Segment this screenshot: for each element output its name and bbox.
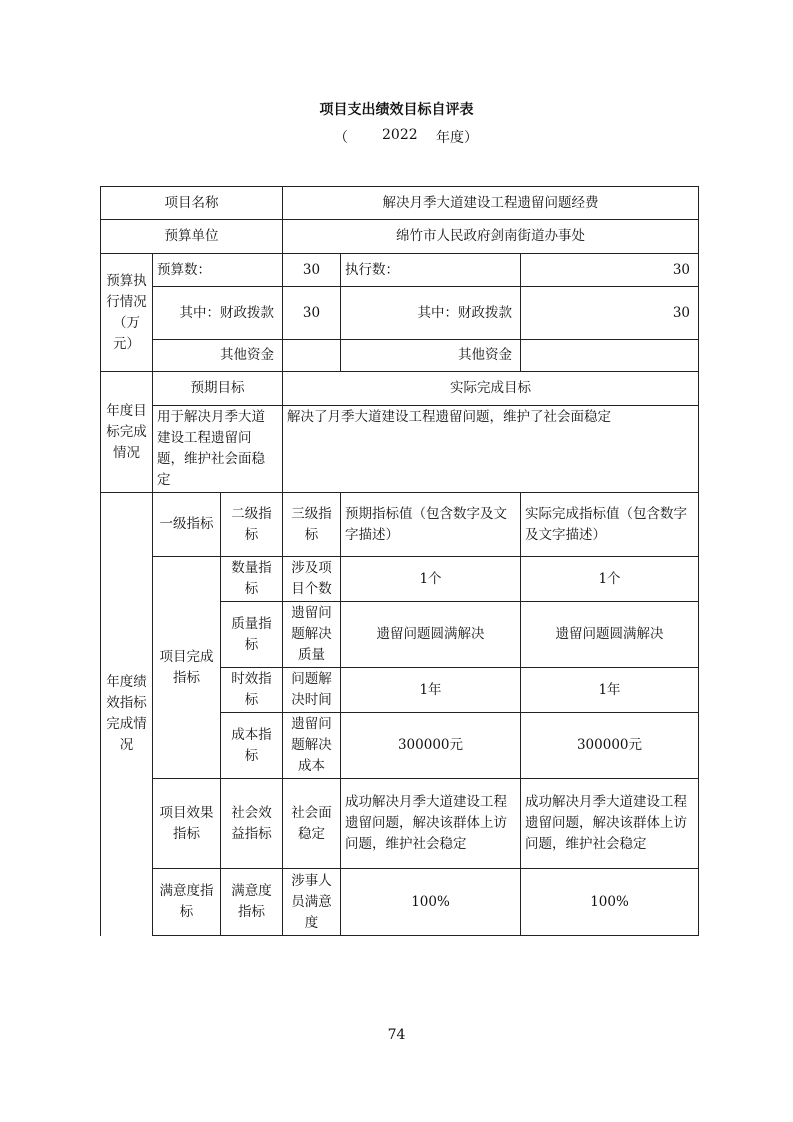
budget-amount-label: 预算数： [153, 254, 283, 287]
fiscal-allocation-label: 其中：财政拨款 [153, 287, 283, 340]
completion-indicator-group: 项目完成指标 [153, 557, 221, 779]
table-row [101, 869, 699, 936]
budget-unit-label: 预算单位 [101, 220, 283, 254]
year-value: 2022 [382, 127, 418, 143]
level2-cell: 时效指标 [221, 668, 283, 713]
expected-value-cell: 遗留问题圆满解决 [341, 602, 521, 668]
goal-header-row [101, 372, 699, 406]
expected-value-cell: 300000元 [341, 713, 521, 779]
year-unit: 年度） [436, 130, 478, 146]
level3-cell: 遗留问题解决成本 [283, 713, 341, 779]
other-funds-exec [521, 340, 699, 372]
expected-value-cell: 100% [341, 869, 521, 936]
table-row [101, 557, 699, 602]
actual-goal-text: 解决了月季大道建设工程遗留问题，维护了社会面稳定 [283, 406, 699, 493]
year-open-paren: （ [334, 130, 348, 146]
budget-amount-value: 30 [283, 254, 341, 287]
fiscal-allocation-label-exec: 其中：财政拨款 [341, 287, 521, 340]
fiscal-row [101, 287, 699, 340]
level1-header: 一级指标 [153, 493, 221, 557]
executed-amount-value: 30 [521, 254, 699, 287]
project-name-value: 解决月季大道建设工程遗留问题经费 [283, 187, 699, 220]
other-funds-budget [283, 340, 341, 372]
expected-value-cell: 1个 [341, 557, 521, 602]
budget-unit-value: 绵竹市人民政府剑南街道办事处 [283, 220, 699, 254]
actual-value-cell: 1个 [521, 557, 699, 602]
level3-cell: 问题解决时间 [283, 668, 341, 713]
level3-cell: 社会面稳定 [283, 779, 341, 869]
table-row [101, 779, 699, 869]
project-name-label: 项目名称 [101, 187, 283, 220]
budget-row [101, 254, 699, 287]
fiscal-allocation-exec: 30 [521, 287, 699, 340]
page-number: 74 [387, 1027, 406, 1043]
level3-cell: 涉事人员满意度 [283, 869, 341, 936]
annual-goal-label: 年度目标完成情况 [101, 372, 153, 493]
actual-value-cell: 100% [521, 869, 699, 936]
other-funds-label: 其他资金 [153, 340, 283, 372]
level2-cell: 满意度指标 [221, 869, 283, 936]
actual-value-cell: 300000元 [521, 713, 699, 779]
goal-content-row [101, 406, 699, 493]
level3-cell: 遗留问题解决质量 [283, 602, 341, 668]
performance-indicator-label: 年度绩效指标完成情况 [101, 493, 153, 936]
other-funds-label-exec: 其他资金 [341, 340, 521, 372]
actual-value-cell: 遗留问题圆满解决 [521, 602, 699, 668]
level2-cell: 社会效益指标 [221, 779, 283, 869]
self-evaluation-table [100, 186, 699, 936]
actual-value-cell: 1年 [521, 668, 699, 713]
effect-indicator-group: 项目效果指标 [153, 779, 221, 869]
level2-header: 二级指标 [221, 493, 283, 557]
budget-execution-label: 预算执行情况（万元） [101, 254, 153, 372]
executed-amount-label: 执行数： [341, 254, 521, 287]
actual-value-header: 实际完成指标值（包含数字及文字描述） [521, 493, 699, 557]
level3-header: 三级指标 [283, 493, 341, 557]
expected-value-cell: 1年 [341, 668, 521, 713]
level2-cell: 质量指标 [221, 602, 283, 668]
actual-goal-header: 实际完成目标 [283, 372, 699, 406]
level2-cell: 数量指标 [221, 557, 283, 602]
level3-cell: 涉及项目个数 [283, 557, 341, 602]
expected-value-cell: 成功解决月季大道建设工程遗留问题，解决该群体上访问题，维护社会稳定 [341, 779, 521, 869]
expected-value-header: 预期指标值（包含数字及文字描述） [341, 493, 521, 557]
level2-cell: 成本指标 [221, 713, 283, 779]
expected-goal-text: 用于解决月季大道建设工程遗留问题，维护社会面稳定 [153, 406, 283, 493]
expected-goal-header: 预期目标 [153, 372, 283, 406]
satisfaction-indicator-group: 满意度指标 [153, 869, 221, 936]
actual-value-cell: 成功解决月季大道建设工程遗留问题，解决该群体上访问题，维护社会稳定 [521, 779, 699, 869]
form-title: 项目支出绩效目标自评表 [319, 102, 474, 118]
project-name-row [101, 187, 699, 220]
fiscal-allocation-budget: 30 [283, 287, 341, 340]
other-funds-row [101, 340, 699, 372]
budget-unit-row [101, 220, 699, 254]
indicator-header-row [101, 493, 699, 557]
